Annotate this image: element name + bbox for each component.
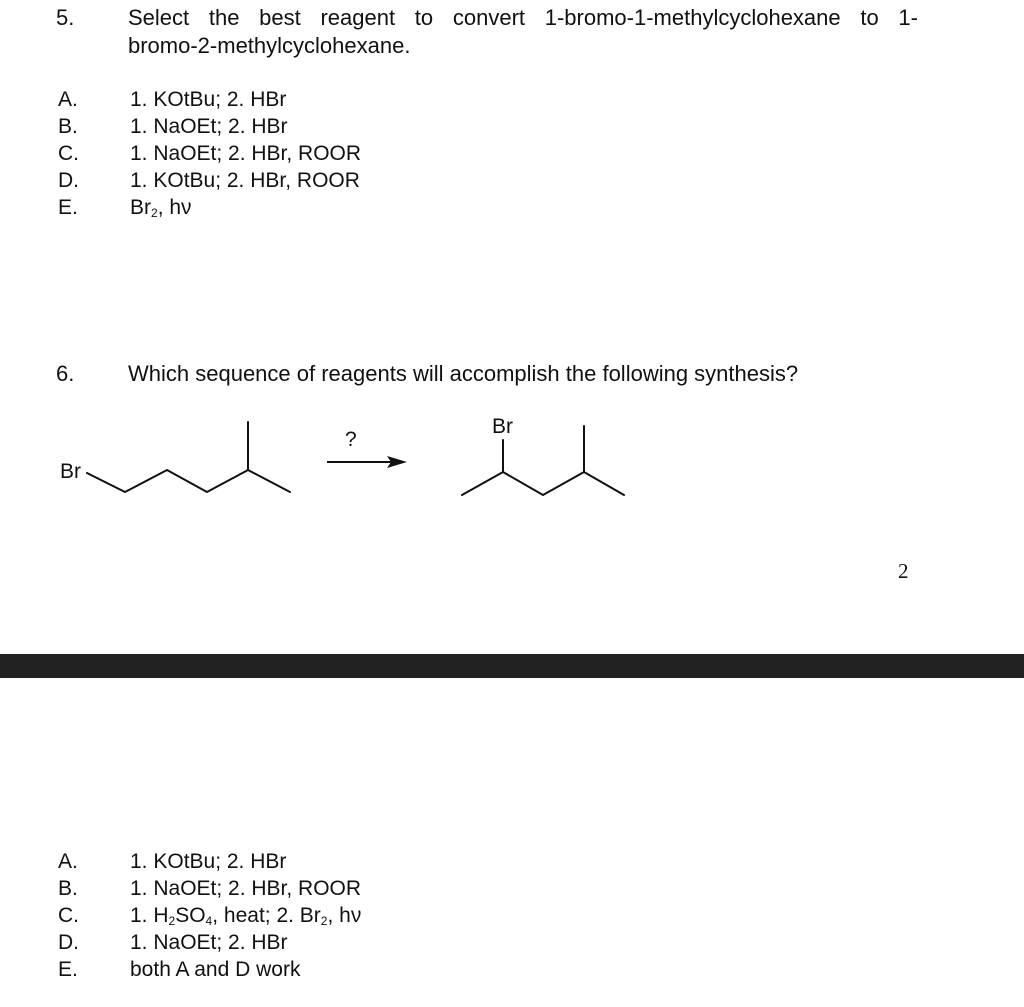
option-letter: C.	[58, 142, 79, 165]
reactant-structure	[87, 422, 290, 492]
q6-option-b	[58, 875, 361, 902]
option-letter: D.	[58, 169, 79, 192]
option-text: 1. NaOEt; 2. HBr	[130, 931, 288, 954]
page-divider-bar	[0, 654, 1024, 678]
page-number: 2	[898, 559, 909, 583]
reactant-br-label: Br	[60, 460, 81, 483]
q5-option-b	[58, 113, 361, 140]
formula-subscript: 4	[205, 914, 213, 928]
q5-options	[58, 86, 361, 221]
q6-option-e	[58, 956, 361, 983]
option-letter: E.	[58, 196, 78, 219]
formula-subscript: 2	[320, 914, 328, 928]
option-letter: D.	[58, 931, 79, 954]
q6-option-c	[58, 902, 361, 929]
option-text: both A and D work	[130, 958, 301, 981]
q6-number: 6.	[56, 361, 75, 386]
option-text	[130, 902, 361, 929]
option-letter: B.	[58, 115, 78, 138]
option-text	[130, 194, 192, 221]
product-structure	[462, 426, 624, 495]
option-text: 1. KOtBu; 2. HBr	[130, 850, 287, 873]
option-text: 1. NaOEt; 2. HBr	[130, 115, 288, 138]
q6-option-a	[58, 848, 361, 875]
q5-text	[128, 4, 918, 60]
q6-options	[58, 848, 361, 983]
formula-part: 1. H	[130, 904, 169, 927]
q5-option-a	[58, 86, 361, 113]
reaction-arrow	[327, 456, 407, 468]
formula-subscript: 2	[151, 206, 158, 220]
product-br-label: Br	[492, 415, 513, 438]
option-text: 1. NaOEt; 2. HBr, ROOR	[130, 142, 362, 165]
q5-option-d	[58, 167, 361, 194]
formula-part: Br	[130, 196, 151, 219]
option-text: 1. KOtBu; 2. HBr	[130, 88, 287, 111]
q6-option-d	[58, 929, 361, 956]
q5-option-e	[58, 194, 361, 221]
q5-option-c	[58, 140, 361, 167]
option-letter: A.	[58, 850, 78, 873]
arrow-question-mark: ?	[345, 428, 357, 451]
option-letter: E.	[58, 958, 78, 981]
synthesis-scheme	[0, 400, 700, 510]
q5-number: 5.	[56, 5, 75, 30]
q5-text-line2: bromo-2-methylcyclohexane.	[128, 33, 411, 58]
formula-subscript: 2	[168, 914, 176, 928]
q6-text: Which sequence of reagents will accomplish the following synthesis?	[128, 361, 799, 386]
option-text: 1. NaOEt; 2. HBr, ROOR	[130, 877, 362, 900]
option-letter: B.	[58, 877, 78, 900]
formula-part: , hν	[157, 196, 192, 219]
formula-part: SO	[175, 904, 206, 927]
q5-text-line1: Select the best reagent to convert 1-bromo-1-methylcyclohexane to 1-	[128, 5, 918, 30]
option-text: 1. KOtBu; 2. HBr, ROOR	[130, 169, 360, 192]
option-letter: C.	[58, 904, 79, 927]
formula-part: , heat; 2. Br	[212, 904, 321, 927]
formula-part: , hν	[327, 904, 362, 927]
option-letter: A.	[58, 88, 78, 111]
